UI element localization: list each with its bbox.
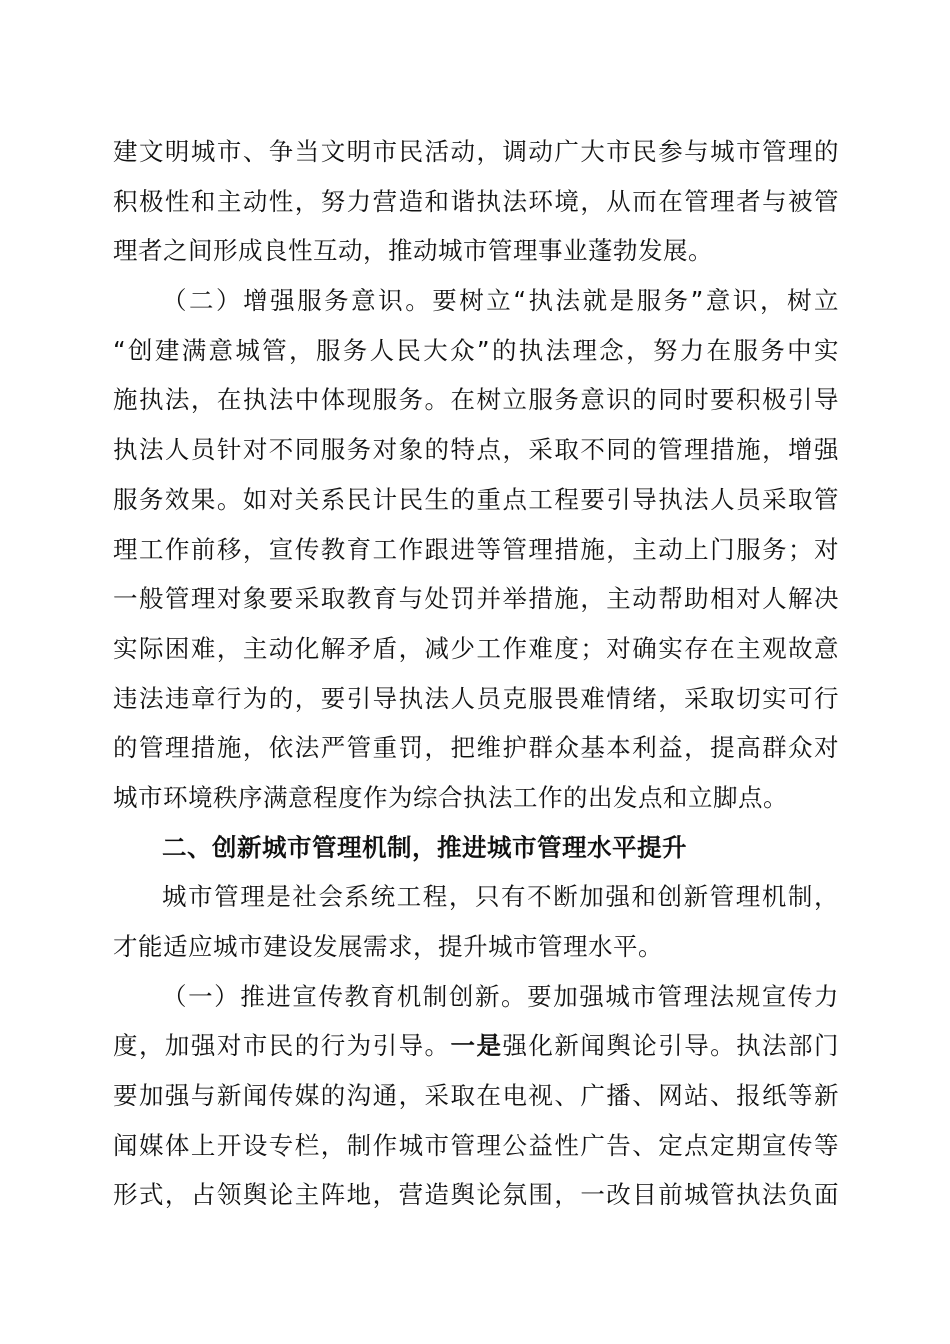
paragraph-line: 建文明城市、争当文明市民活动，调动广大市民参与城市管理的 [113, 137, 839, 166]
paragraph-line: 理者之间形成良性互动，推动城市管理事业蓬勃发展。 [113, 236, 713, 266]
paragraph-line: 服务效果。如对关系民计民生的重点工程要引导执法人员采取管 [113, 484, 839, 514]
paragraph-line: （二）增强服务意识。要树立“执法就是服务”意识，树立 [162, 286, 839, 316]
section-heading: 二、创新城市管理机制，推进城市管理水平提升 [162, 832, 687, 862]
paragraph-line: “创建满意城管，服务人民大众”的执法理念，努力在服务中实 [113, 335, 839, 365]
paragraph-line: 形式，占领舆论主阵地，营造舆论氛围，一改目前城管执法负面 [113, 1180, 839, 1210]
line-segment: 强化新闻舆论引导。执法部门 [502, 1031, 840, 1061]
paragraph-line: 实际困难，主动化解矛盾，减少工作难度；对确实存在主观故意 [113, 633, 839, 663]
paragraph-line: 闻媒体上开设专栏，制作城市管理公益性广告、定点定期宣传等 [113, 1130, 839, 1160]
paragraph-line: 施执法，在执法中体现服务。在树立服务意识的同时要积极引导 [113, 385, 839, 415]
emphasis-phrase: 一是 [450, 1031, 503, 1061]
paragraph-line: 一般管理对象要采取教育与处罚并举措施，主动帮助相对人解决 [113, 584, 839, 614]
paragraph-line: 城市环境秩序满意程度作为综合执法工作的出发点和立脚点。 [113, 782, 788, 812]
paragraph-line: 城市管理是社会系统工程，只有不断加强和创新管理机制， [162, 882, 839, 912]
paragraph-line: 才能适应城市建设发展需求，提升城市管理水平。 [113, 932, 663, 961]
paragraph-line: 理工作前移，宣传教育工作跟进等管理措施，主动上门服务；对 [113, 534, 839, 564]
paragraph-line: （一）推进宣传教育机制创新。要加强城市管理法规宣传力 [162, 981, 839, 1011]
line-segment: 度，加强对市民的行为引导。 [113, 1031, 451, 1061]
paragraph-line: 违法违章行为的，要引导执法人员克服畏难情绪，采取切实可行 [113, 683, 839, 713]
paragraph-line: 积极性和主动性，努力营造和谐执法环境，从而在管理者与被管 [113, 186, 839, 216]
paragraph-line-mixed [113, 1021, 839, 1071]
document-body [113, 127, 839, 1220]
paragraph-line: 要加强与新闻传媒的沟通，采取在电视、广播、网站、报纸等新 [113, 1081, 839, 1111]
paragraph-line: 的管理措施，依法严管重罚，把维护群众基本利益，提高群众对 [113, 733, 839, 763]
paragraph-line: 执法人员针对不同服务对象的特点，采取不同的管理措施，增强 [113, 435, 839, 465]
